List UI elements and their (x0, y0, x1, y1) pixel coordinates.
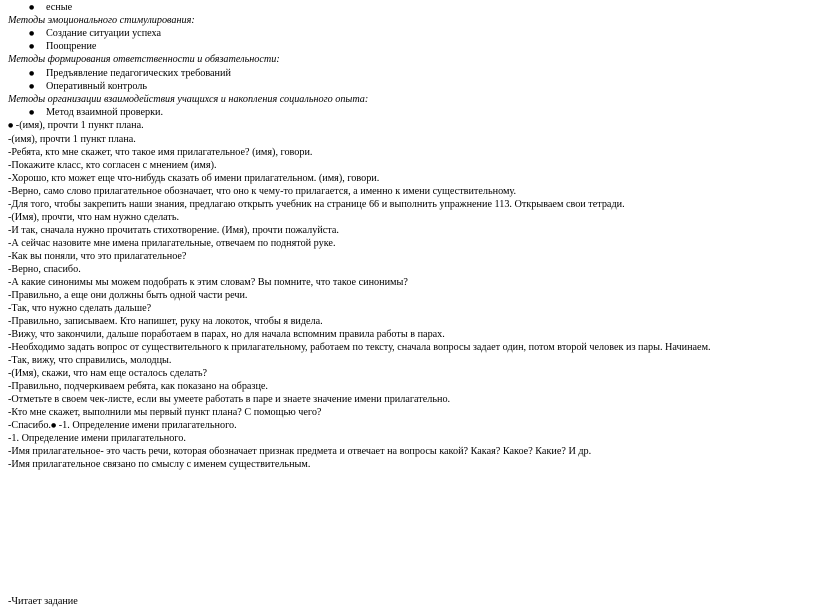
dialogue-line: -Так, вижу, что справились, молодцы. (8, 355, 172, 366)
dialogue-line: -Ребята, кто мне скажет, что такое имя прилагательное? (имя), говори. (8, 147, 313, 158)
dialogue-line: -(имя), прочти 1 пункт плана. (8, 134, 136, 145)
list-item: ● Оперативный контроль (46, 81, 147, 93)
dialogue-line: -А сейчас назовите мне имена прилагательные, отвечаем по поднятой руке. (8, 238, 336, 249)
list-item: ● Метод взаимной проверки. (46, 107, 163, 119)
dialogue-line: -Для того, чтобы закрепить наши знания, предлагаю открыть учебник на странице 66 и выполнить упражнение 113. Открываем свои тетради. (8, 199, 625, 210)
dialogue-line: -(Имя), прочти, что нам нужно сделать. (8, 212, 180, 223)
dialogue-line: -Верно, спасибо. (8, 264, 81, 275)
dialogue-text: -1. Определение имени прилагательного. (56, 420, 237, 431)
dialogue-line: -Правильно, а еще они должны быть одной части речи. (8, 290, 248, 301)
list-item: ● Создание ситуации успеха (46, 28, 161, 40)
section-title-emotional: Методы эмоционального стимулирования: (8, 15, 195, 26)
dialogue-line: -Имя прилагательное- это часть речи, которая обозначает признак предмета и отвечает на вопросы какой? Какая? Какое? Какие? И др. (8, 446, 592, 457)
dialogue-line: -И так, сначала нужно прочитать стихотворение. (Имя), прочти пожалуйста. (8, 225, 339, 236)
dialogue-line: -Имя прилагательное связано по смыслу с именем существительным. (8, 459, 311, 470)
dialogue-line: -1. Определение имени прилагательного. (8, 433, 186, 444)
list-item: ● Поощрение (46, 41, 96, 53)
dialogue-line: -Правильно, записываем. Кто напишет, руку на локоток, чтобы я видела. (8, 316, 323, 327)
dialogue-line: -Кто мне скажет, выполнили мы первый пункт плана? С помощью чего? (8, 407, 322, 418)
dialogue-line: -Как вы поняли, что это прилагательное? (8, 251, 187, 262)
dialogue-line: -Так, что нужно сделать дальше? (8, 303, 152, 314)
dialogue-line: -Хорошо, кто может еще что-нибудь сказать об имени прилагательном. (имя), говори. (8, 173, 380, 184)
dialogue-line-thanks (8, 420, 237, 432)
dialogue-line: -Необходимо задать вопрос от существительного к прилагательному, работаем по тексту, сначала вопросы задает один, потом второй человек из пары. Начинаем. (8, 342, 711, 353)
dialogue-line: -Верно, само слово прилагательное обозначает, что оно к чему-то прилагается, а именно к имени существительному. (8, 186, 517, 197)
top-bullet-item: ● есные (46, 2, 72, 14)
dialogue-line: -Отметьте в своем чек-листе, если вы умеете работать в паре и знаете значение имени прилагательно. (8, 394, 451, 405)
dialogue-line-first (8, 120, 144, 132)
section-title-responsibility: Методы формирования ответственности и обязательности: (8, 54, 280, 65)
dialogue-line: -Вижу, что закончили, дальше поработаем в парах, но для начала вспомним правила работы в парах. (8, 329, 445, 340)
section-title-interaction: Методы организации взаимодействия учащихся и накопления социального опыта: (8, 94, 369, 105)
dialogue-line: -Покажите класс, кто согласен с мнением (имя). (8, 160, 217, 171)
dialogue-text: -(имя), прочти 1 пункт плана. (13, 120, 144, 131)
bullet-dot-icon: ● (50, 422, 57, 429)
dialogue-line: -А какие синонимы мы можем подобрать к этим словам? Вы помните, что такое синонимы? (8, 277, 408, 288)
dialogue-line-cut: -Читает задание (8, 596, 78, 607)
dialogue-line: -Правильно, подчеркиваем ребята, как показано на образце. (8, 381, 268, 392)
dialogue-line: -(Имя), скажи, что нам еще осталось сделать? (8, 368, 208, 379)
dialogue-text: -Спасибо. (8, 420, 51, 431)
list-item: ● Предъявление педагогических требований (46, 68, 231, 80)
bullet-dot-icon: ● (8, 122, 14, 129)
